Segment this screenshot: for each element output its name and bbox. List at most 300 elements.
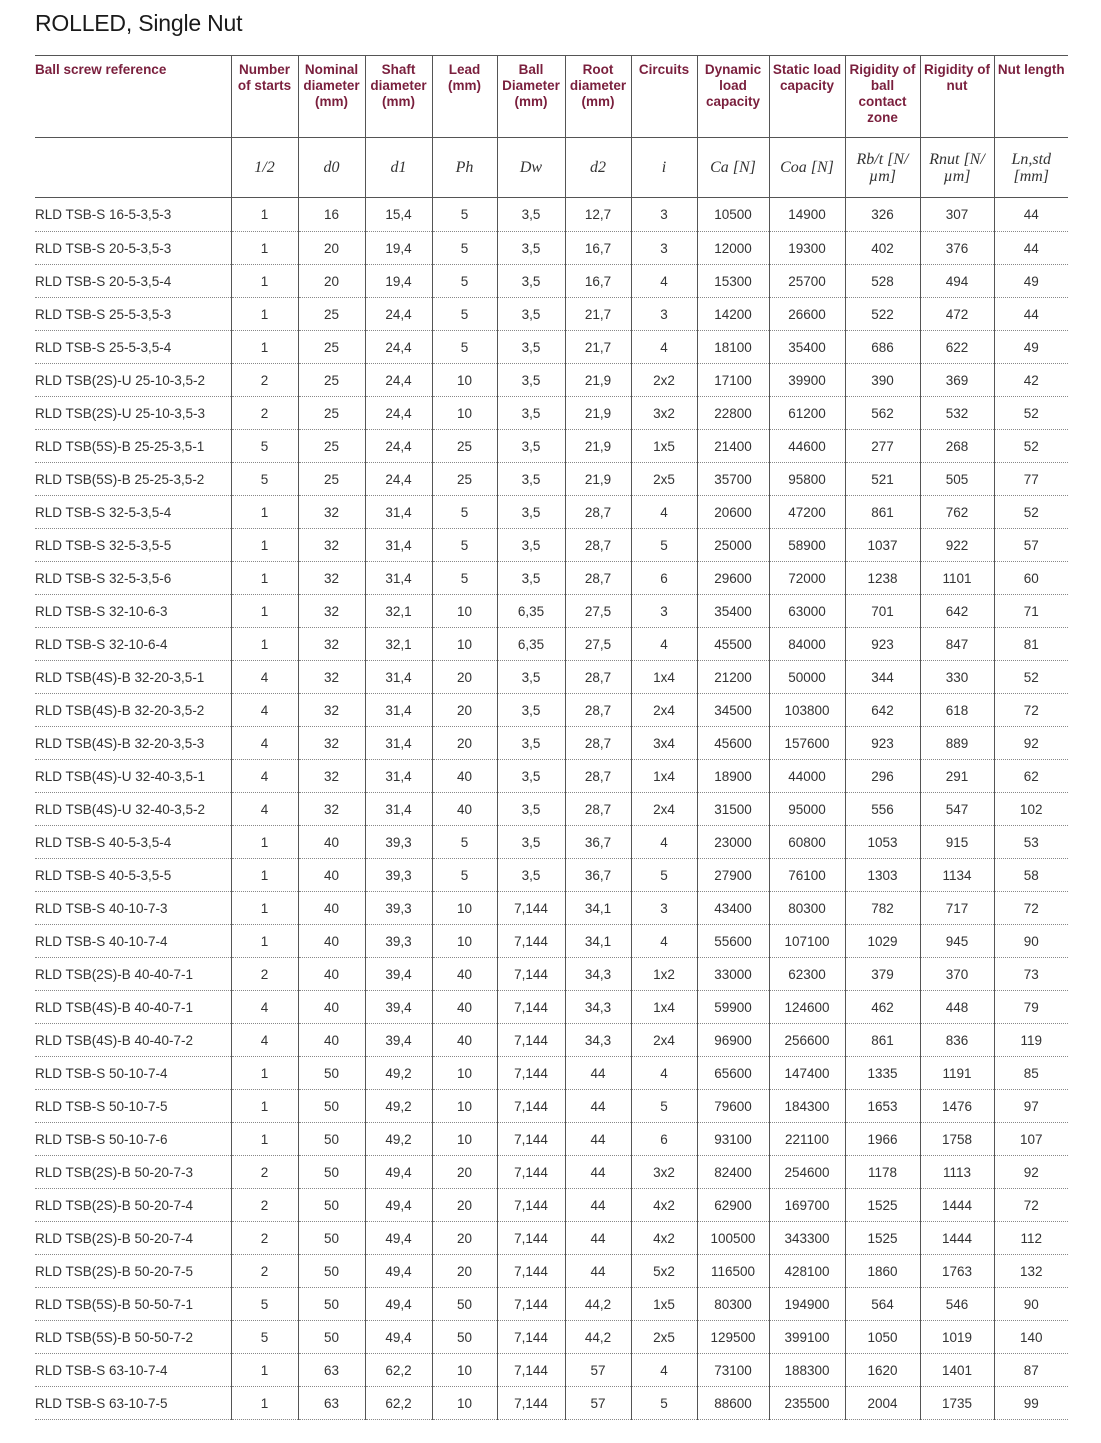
table-cell: 39900	[769, 364, 845, 397]
table-cell: 27,5	[565, 628, 631, 661]
table-cell: 428100	[769, 1255, 845, 1288]
table-cell: 1860	[845, 1255, 920, 1288]
table-cell: 5	[432, 198, 497, 232]
table-row	[35, 991, 1068, 1024]
table-cell: 50	[298, 1321, 365, 1354]
table-cell: 49,4	[365, 1288, 432, 1321]
table-cell: 7,144	[497, 1090, 565, 1123]
table-cell: 15,4	[365, 198, 432, 232]
table-cell: 2x4	[631, 694, 697, 727]
table-cell: 3	[631, 198, 697, 232]
table-cell: 1	[231, 859, 298, 892]
table-cell: 44	[565, 1057, 631, 1090]
table-cell: 20600	[697, 496, 769, 529]
table-cell: 861	[845, 496, 920, 529]
table-row	[35, 232, 1068, 265]
row-reference-cell: RLD TSB(2S)-B 50-20-7-5	[35, 1255, 231, 1288]
table-cell: 129500	[697, 1321, 769, 1354]
table-cell: 40	[432, 1024, 497, 1057]
column-header: Circuits	[631, 56, 697, 138]
table-cell: 57	[565, 1354, 631, 1387]
table-cell: 77	[994, 463, 1068, 496]
table-cell: 5	[631, 1090, 697, 1123]
row-reference-cell: RLD TSB(4S)-B 40-40-7-2	[35, 1024, 231, 1057]
table-cell: 3,5	[497, 265, 565, 298]
table-cell: 58900	[769, 529, 845, 562]
table-cell: 61200	[769, 397, 845, 430]
table-cell: 36,7	[565, 826, 631, 859]
table-cell: 28,7	[565, 727, 631, 760]
table-cell: 521	[845, 463, 920, 496]
table-cell: 88600	[697, 1387, 769, 1420]
table-cell: 100500	[697, 1222, 769, 1255]
column-header: Nominal diameter (mm)	[298, 56, 365, 138]
table-cell: 35400	[697, 595, 769, 628]
table-cell: 21,9	[565, 430, 631, 463]
table-cell: 5	[231, 463, 298, 496]
table-cell: 390	[845, 364, 920, 397]
row-reference-cell: RLD TSB-S 16-5-3,5-3	[35, 198, 231, 232]
table-cell: 2	[231, 1222, 298, 1255]
table-cell: 52	[994, 430, 1068, 463]
table-cell: 3,5	[497, 430, 565, 463]
table-cell: 92	[994, 1156, 1068, 1189]
table-cell: 4	[631, 1057, 697, 1090]
table-cell: 20	[432, 1222, 497, 1255]
table-cell: 3,5	[497, 198, 565, 232]
table-cell: 717	[920, 892, 994, 925]
table-cell: 34500	[697, 694, 769, 727]
table-cell: 836	[920, 1024, 994, 1057]
table-cell: 62300	[769, 958, 845, 991]
table-cell: 28,7	[565, 760, 631, 793]
table-cell: 76100	[769, 859, 845, 892]
table-row	[35, 628, 1068, 661]
table-cell: 7,144	[497, 1288, 565, 1321]
table-cell: 3,5	[497, 826, 565, 859]
table-cell: 1476	[920, 1090, 994, 1123]
table-cell: 1050	[845, 1321, 920, 1354]
table-cell: 34,3	[565, 991, 631, 1024]
column-header: Nut length	[994, 56, 1068, 138]
row-reference-cell: RLD TSB(4S)-B 32-20-3,5-1	[35, 661, 231, 694]
table-cell: 1966	[845, 1123, 920, 1156]
table-cell: 5	[631, 859, 697, 892]
table-cell: 21400	[697, 430, 769, 463]
table-cell: 157600	[769, 727, 845, 760]
table-cell: 2x4	[631, 793, 697, 826]
table-cell: 14200	[697, 298, 769, 331]
table-cell: 62,2	[365, 1354, 432, 1387]
table-cell: 5	[432, 331, 497, 364]
row-reference-cell: RLD TSB-S 32-5-3,5-4	[35, 496, 231, 529]
table-cell: 4	[631, 496, 697, 529]
table-row	[35, 727, 1068, 760]
table-cell: 25	[298, 430, 365, 463]
table-cell: 1	[231, 1354, 298, 1387]
table-cell: 44	[565, 1222, 631, 1255]
table-cell: 99	[994, 1387, 1068, 1420]
table-cell: 1	[231, 1057, 298, 1090]
table-cell: 20	[432, 694, 497, 727]
table-cell: 169700	[769, 1189, 845, 1222]
table-cell: 20	[432, 1255, 497, 1288]
table-cell: 21200	[697, 661, 769, 694]
table-cell: 45600	[697, 727, 769, 760]
table-cell: 3	[631, 232, 697, 265]
table-row	[35, 496, 1068, 529]
table-cell: 1238	[845, 562, 920, 595]
table-cell: 10	[432, 1123, 497, 1156]
table-cell: 71	[994, 595, 1068, 628]
column-symbol: d1	[365, 138, 432, 198]
row-reference-cell: RLD TSB(2S)-B 50-20-7-3	[35, 1156, 231, 1189]
table-cell: 254600	[769, 1156, 845, 1189]
column-symbol: Dw	[497, 138, 565, 198]
table-row	[35, 562, 1068, 595]
table-row	[35, 364, 1068, 397]
table-cell: 4	[631, 331, 697, 364]
table-cell: 1	[231, 496, 298, 529]
table-cell: 7,144	[497, 1123, 565, 1156]
table-cell: 564	[845, 1288, 920, 1321]
table-cell: 3,5	[497, 463, 565, 496]
table-cell: 1037	[845, 529, 920, 562]
table-cell: 5	[432, 496, 497, 529]
table-cell: 10	[432, 364, 497, 397]
table-cell: 4	[631, 628, 697, 661]
table-cell: 119	[994, 1024, 1068, 1057]
table-row	[35, 1057, 1068, 1090]
table-cell: 6	[631, 562, 697, 595]
table-cell: 861	[845, 1024, 920, 1057]
table-cell: 60800	[769, 826, 845, 859]
table-cell: 546	[920, 1288, 994, 1321]
table-cell: 107	[994, 1123, 1068, 1156]
table-cell: 6,35	[497, 595, 565, 628]
row-reference-cell: RLD TSB-S 50-10-7-5	[35, 1090, 231, 1123]
table-cell: 2x5	[631, 1321, 697, 1354]
table-cell: 10	[432, 1057, 497, 1090]
table-cell: 25	[298, 463, 365, 496]
table-cell: 62	[994, 760, 1068, 793]
table-cell: 32	[298, 562, 365, 595]
table-cell: 90	[994, 1288, 1068, 1321]
table-cell: 221100	[769, 1123, 845, 1156]
table-cell: 40	[298, 991, 365, 1024]
table-cell: 5	[231, 1288, 298, 1321]
table-cell: 3,5	[497, 232, 565, 265]
table-cell: 376	[920, 232, 994, 265]
table-cell: 1444	[920, 1222, 994, 1255]
table-cell: 10	[432, 628, 497, 661]
table-cell: 72	[994, 892, 1068, 925]
table-row	[35, 1189, 1068, 1222]
specs-table-container	[35, 55, 1068, 1420]
table-cell: 43400	[697, 892, 769, 925]
table-cell: 31500	[697, 793, 769, 826]
column-symbol: 1/2	[231, 138, 298, 198]
row-reference-cell: RLD TSB-S 40-5-3,5-5	[35, 859, 231, 892]
table-cell: 49,4	[365, 1255, 432, 1288]
table-cell: 4	[631, 826, 697, 859]
table-cell: 547	[920, 793, 994, 826]
table-cell: 63	[298, 1387, 365, 1420]
table-cell: 28,7	[565, 661, 631, 694]
table-cell: 5	[231, 1321, 298, 1354]
table-cell: 330	[920, 661, 994, 694]
table-cell: 102	[994, 793, 1068, 826]
table-cell: 33000	[697, 958, 769, 991]
row-reference-cell: RLD TSB(2S)-B 50-20-7-4	[35, 1222, 231, 1255]
row-reference-cell: RLD TSB-S 32-5-3,5-6	[35, 562, 231, 595]
table-cell: 344	[845, 661, 920, 694]
table-cell: 1134	[920, 859, 994, 892]
table-cell: 32	[298, 595, 365, 628]
table-cell: 472	[920, 298, 994, 331]
table-cell: 44,2	[565, 1288, 631, 1321]
table-cell: 1758	[920, 1123, 994, 1156]
table-cell: 44	[565, 1156, 631, 1189]
table-cell: 25700	[769, 265, 845, 298]
table-cell: 21,9	[565, 463, 631, 496]
table-cell: 40	[432, 760, 497, 793]
row-reference-cell: RLD TSB-S 63-10-7-4	[35, 1354, 231, 1387]
table-cell: 3,5	[497, 727, 565, 760]
table-cell: 44	[994, 198, 1068, 232]
table-cell: 532	[920, 397, 994, 430]
table-row	[35, 892, 1068, 925]
table-cell: 3x4	[631, 727, 697, 760]
table-cell: 39,3	[365, 859, 432, 892]
table-cell: 12000	[697, 232, 769, 265]
table-cell: 32	[298, 793, 365, 826]
row-reference-cell: RLD TSB(5S)-B 25-25-3,5-2	[35, 463, 231, 496]
table-cell: 4	[231, 727, 298, 760]
table-cell: 50	[298, 1189, 365, 1222]
table-cell: 1	[231, 628, 298, 661]
table-cell: 1525	[845, 1189, 920, 1222]
table-cell: 49,4	[365, 1189, 432, 1222]
column-header: Shaft diameter (mm)	[365, 56, 432, 138]
table-cell: 2	[231, 958, 298, 991]
table-cell: 5	[631, 529, 697, 562]
row-reference-cell: RLD TSB(2S)-U 25-10-3,5-3	[35, 397, 231, 430]
table-cell: 3	[631, 298, 697, 331]
row-reference-cell: RLD TSB(5S)-B 25-25-3,5-1	[35, 430, 231, 463]
table-cell: 307	[920, 198, 994, 232]
table-cell: 79	[994, 991, 1068, 1024]
table-row	[35, 760, 1068, 793]
table-cell: 1735	[920, 1387, 994, 1420]
table-cell: 25000	[697, 529, 769, 562]
table-row	[35, 397, 1068, 430]
table-cell: 72	[994, 1189, 1068, 1222]
table-cell: 21,9	[565, 397, 631, 430]
table-cell: 402	[845, 232, 920, 265]
table-cell: 36,7	[565, 859, 631, 892]
table-cell: 370	[920, 958, 994, 991]
table-cell: 32,1	[365, 595, 432, 628]
table-cell: 4	[631, 925, 697, 958]
table-cell: 2	[231, 1189, 298, 1222]
table-cell: 40	[298, 892, 365, 925]
column-symbol: Coa [N]	[769, 138, 845, 198]
table-cell: 24,4	[365, 430, 432, 463]
row-reference-cell: RLD TSB(5S)-B 50-50-7-1	[35, 1288, 231, 1321]
table-cell: 20	[432, 1156, 497, 1189]
table-cell: 1	[231, 826, 298, 859]
table-cell: 49,2	[365, 1090, 432, 1123]
table-cell: 24,4	[365, 298, 432, 331]
table-cell: 10500	[697, 198, 769, 232]
table-cell: 31,4	[365, 529, 432, 562]
table-cell: 1	[231, 265, 298, 298]
table-cell: 1	[231, 331, 298, 364]
table-cell: 50	[298, 1090, 365, 1123]
table-cell: 7,144	[497, 1387, 565, 1420]
table-cell: 32	[298, 529, 365, 562]
table-cell: 44,2	[565, 1321, 631, 1354]
table-cell: 50	[298, 1222, 365, 1255]
table-cell: 1029	[845, 925, 920, 958]
table-cell: 34,3	[565, 1024, 631, 1057]
table-cell: 399100	[769, 1321, 845, 1354]
table-cell: 52	[994, 397, 1068, 430]
table-cell: 448	[920, 991, 994, 1024]
column-symbol: Ca [N]	[697, 138, 769, 198]
table-cell: 31,4	[365, 694, 432, 727]
table-cell: 5	[432, 232, 497, 265]
table-cell: 10	[432, 1387, 497, 1420]
column-symbol	[35, 138, 231, 198]
table-cell: 5	[432, 298, 497, 331]
table-cell: 7,144	[497, 1222, 565, 1255]
table-cell: 44	[565, 1189, 631, 1222]
row-reference-cell: RLD TSB(4S)-U 32-40-3,5-2	[35, 793, 231, 826]
table-cell: 49,2	[365, 1057, 432, 1090]
table-row	[35, 198, 1068, 232]
table-cell: 31,4	[365, 661, 432, 694]
table-cell: 21,7	[565, 298, 631, 331]
table-cell: 1053	[845, 826, 920, 859]
table-cell: 39,3	[365, 892, 432, 925]
table-cell: 31,4	[365, 562, 432, 595]
table-cell: 28,7	[565, 529, 631, 562]
table-cell: 92	[994, 727, 1068, 760]
column-header: Root diameter (mm)	[565, 56, 631, 138]
table-cell: 39,4	[365, 991, 432, 1024]
table-cell: 562	[845, 397, 920, 430]
table-cell: 50	[298, 1255, 365, 1288]
table-cell: 39,4	[365, 1024, 432, 1057]
column-header: Ball screw reference	[35, 62, 167, 77]
table-cell: 922	[920, 529, 994, 562]
table-cell: 7,144	[497, 1255, 565, 1288]
table-cell: 17100	[697, 364, 769, 397]
table-cell: 701	[845, 595, 920, 628]
table-cell: 556	[845, 793, 920, 826]
table-row	[35, 529, 1068, 562]
table-cell: 27900	[697, 859, 769, 892]
table-header	[35, 56, 1068, 198]
table-cell: 29600	[697, 562, 769, 595]
table-cell: 49,2	[365, 1123, 432, 1156]
table-cell: 235500	[769, 1387, 845, 1420]
column-symbol: Ln,std [mm]	[994, 138, 1068, 198]
table-cell: 50000	[769, 661, 845, 694]
table-cell: 28,7	[565, 694, 631, 727]
table-cell: 80300	[697, 1288, 769, 1321]
table-cell: 277	[845, 430, 920, 463]
table-row	[35, 1024, 1068, 1057]
row-reference-cell: RLD TSB-S 40-5-3,5-4	[35, 826, 231, 859]
table-cell: 32	[298, 628, 365, 661]
table-row	[35, 331, 1068, 364]
table-cell: 5	[631, 1387, 697, 1420]
table-cell: 59900	[697, 991, 769, 1024]
table-cell: 528	[845, 265, 920, 298]
table-cell: 3,5	[497, 760, 565, 793]
table-cell: 923	[845, 727, 920, 760]
table-cell: 4x2	[631, 1189, 697, 1222]
table-cell: 1	[231, 198, 298, 232]
table-cell: 379	[845, 958, 920, 991]
table-cell: 1x5	[631, 1288, 697, 1321]
table-row	[35, 1387, 1068, 1420]
table-cell: 31,4	[365, 793, 432, 826]
table-cell: 50	[432, 1288, 497, 1321]
table-cell: 462	[845, 991, 920, 1024]
table-cell: 4	[631, 265, 697, 298]
table-cell: 7,144	[497, 1156, 565, 1189]
row-reference-cell: RLD TSB(5S)-B 50-50-7-2	[35, 1321, 231, 1354]
table-cell: 1525	[845, 1222, 920, 1255]
table-cell: 505	[920, 463, 994, 496]
table-cell: 7,144	[497, 958, 565, 991]
table-cell: 25	[298, 397, 365, 430]
column-symbol: Rb/t [N/µm]	[845, 138, 920, 198]
table-cell: 923	[845, 628, 920, 661]
table-cell: 3	[631, 892, 697, 925]
table-row	[35, 1123, 1068, 1156]
table-cell: 44	[994, 298, 1068, 331]
table-cell: 103800	[769, 694, 845, 727]
table-cell: 7,144	[497, 892, 565, 925]
table-cell: 5	[432, 529, 497, 562]
column-header: Ball Diameter (mm)	[497, 56, 565, 138]
table-cell: 31,4	[365, 496, 432, 529]
table-cell: 3x2	[631, 397, 697, 430]
table-cell: 40	[298, 1024, 365, 1057]
table-cell: 12,7	[565, 198, 631, 232]
table-cell: 5x2	[631, 1255, 697, 1288]
table-cell: 93100	[697, 1123, 769, 1156]
table-cell: 32	[298, 760, 365, 793]
table-cell: 58	[994, 859, 1068, 892]
table-cell: 3,5	[497, 793, 565, 826]
table-cell: 40	[432, 958, 497, 991]
table-cell: 79600	[697, 1090, 769, 1123]
table-cell: 81	[994, 628, 1068, 661]
table-cell: 112	[994, 1222, 1068, 1255]
table-cell: 3,5	[497, 859, 565, 892]
table-cell: 2x2	[631, 364, 697, 397]
table-cell: 7,144	[497, 1189, 565, 1222]
table-cell: 915	[920, 826, 994, 859]
table-cell: 45500	[697, 628, 769, 661]
table-cell: 2x5	[631, 463, 697, 496]
